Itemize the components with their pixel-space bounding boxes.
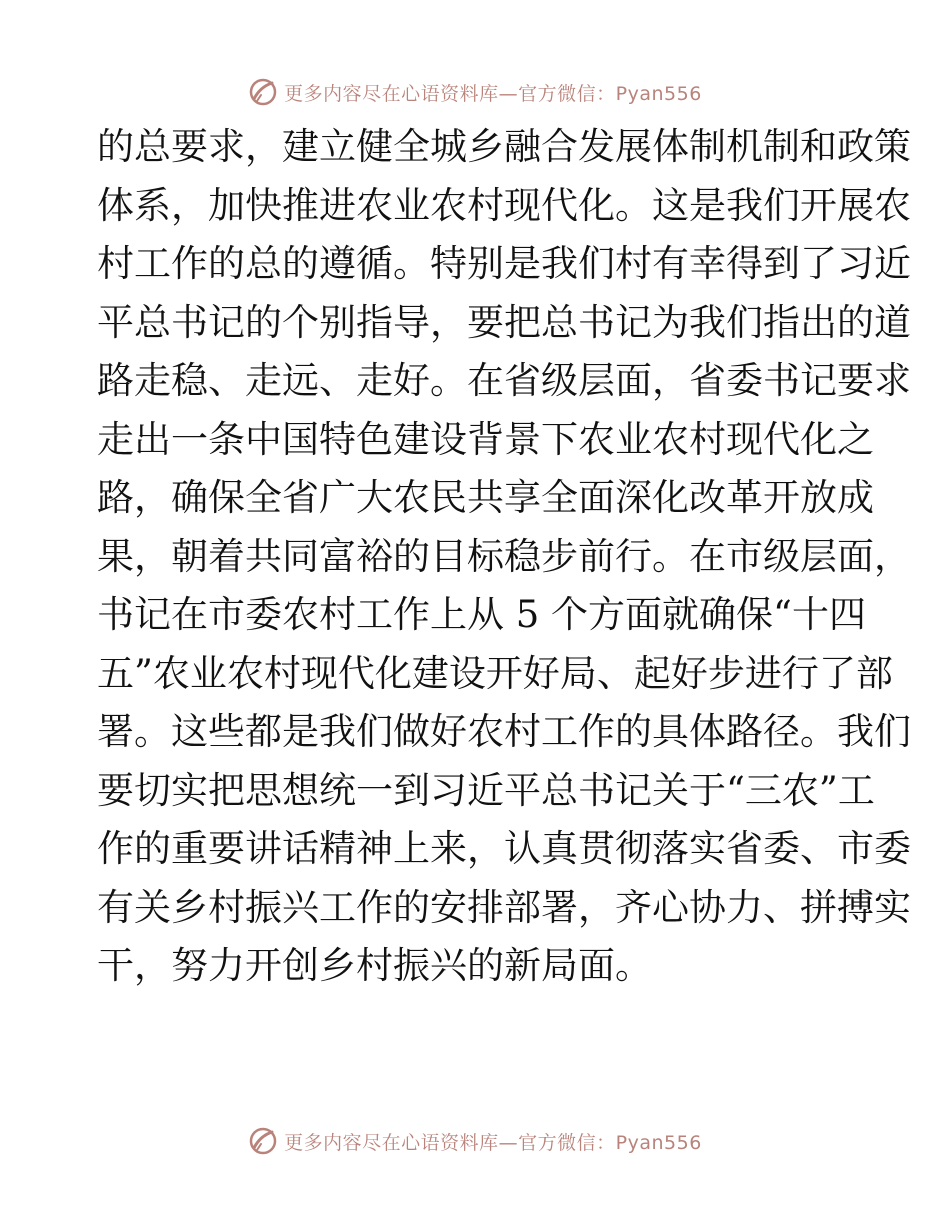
brush-pen-logo-icon [248,1126,278,1156]
body-line: 果，朝着共同富裕的目标稳步前行。在市级层面， [97,534,911,578]
body-line: 有关乡村振兴工作的安排部署，齐心协力、拼搏实 [97,885,911,929]
footer-banner-text: 更多内容尽在心语资料库—官方微信：Pyan556 [284,1131,702,1154]
header-banner-text: 更多内容尽在心语资料库—官方微信：Pyan556 [284,82,702,105]
body-line: 作的重要讲话精神上来，认真贯彻落实省委、市委 [97,827,911,870]
document-body [97,118,911,996]
body-line: 署。这些都是我们做好农村工作的具体路径。我们 [97,710,911,753]
body-line: 的总要求，建立健全城乡融合发展体制机制和政策 [97,125,911,168]
body-line: 要切实把思想统一到习近平总书记关于“三农”工 [97,768,875,812]
body-line: 平总书记的个别指导，要把总书记为我们指出的道 [97,300,911,344]
footer-banner [0,1121,950,1161]
header-banner [0,72,950,112]
brush-pen-logo-icon [248,77,278,107]
body-line: 路走稳、走远、走好。在省级层面，省委书记要求 [97,359,911,402]
body-line: 体系，加快推进农业农村现代化。这是我们开展农 [97,183,911,227]
body-line: 走出一条中国特色建设背景下农业农村现代化之 [97,417,874,461]
body-line: 书记在市委农村工作上从 5 个方面就确保“十四 [97,593,866,636]
body-line: 五”农业农村现代化建设开好局、起好步进行了部 [97,651,893,695]
body-line: 村工作的总的遵循。特别是我们村有幸得到了习近 [97,242,911,285]
body-line: 路，确保全省广大农民共享全面深化改革开放成 [97,476,874,519]
body-line: 干，努力开创乡村振兴的新局面。 [97,944,652,987]
